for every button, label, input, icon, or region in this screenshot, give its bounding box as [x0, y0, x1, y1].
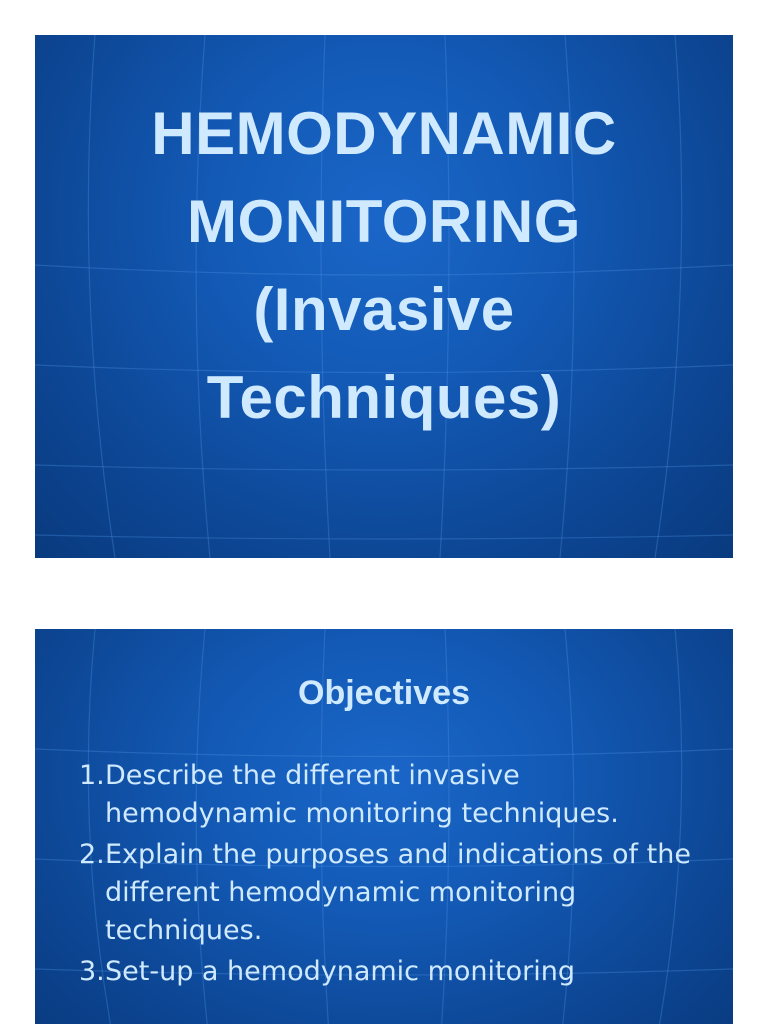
- objective-text: Describe the different invasive hemodynamic monitoring techniques.: [105, 760, 619, 829]
- objective-number: 3.: [79, 956, 105, 987]
- objective-number: 2.: [79, 839, 105, 870]
- slide-title: [35, 90, 733, 442]
- objectives-heading: Objectives: [298, 674, 470, 712]
- objective-text: Explain the purposes and indications of the different hemodynamic monitoring techniques.: [105, 839, 691, 946]
- title-line: (Invasive: [253, 276, 515, 343]
- objective-text: Set-up a hemodynamic monitoring: [105, 956, 575, 987]
- objective-number: 1.: [79, 760, 105, 791]
- objectives-slide: [35, 629, 733, 1024]
- title-line: MONITORING: [187, 188, 581, 255]
- title-line: Techniques): [206, 364, 562, 431]
- objectives-list: [79, 757, 719, 994]
- objective-item: [79, 953, 719, 991]
- title-line: HEMODYNAMIC: [151, 100, 617, 167]
- title-slide: [35, 35, 733, 558]
- objective-item: [79, 836, 719, 950]
- objective-item: [79, 757, 719, 833]
